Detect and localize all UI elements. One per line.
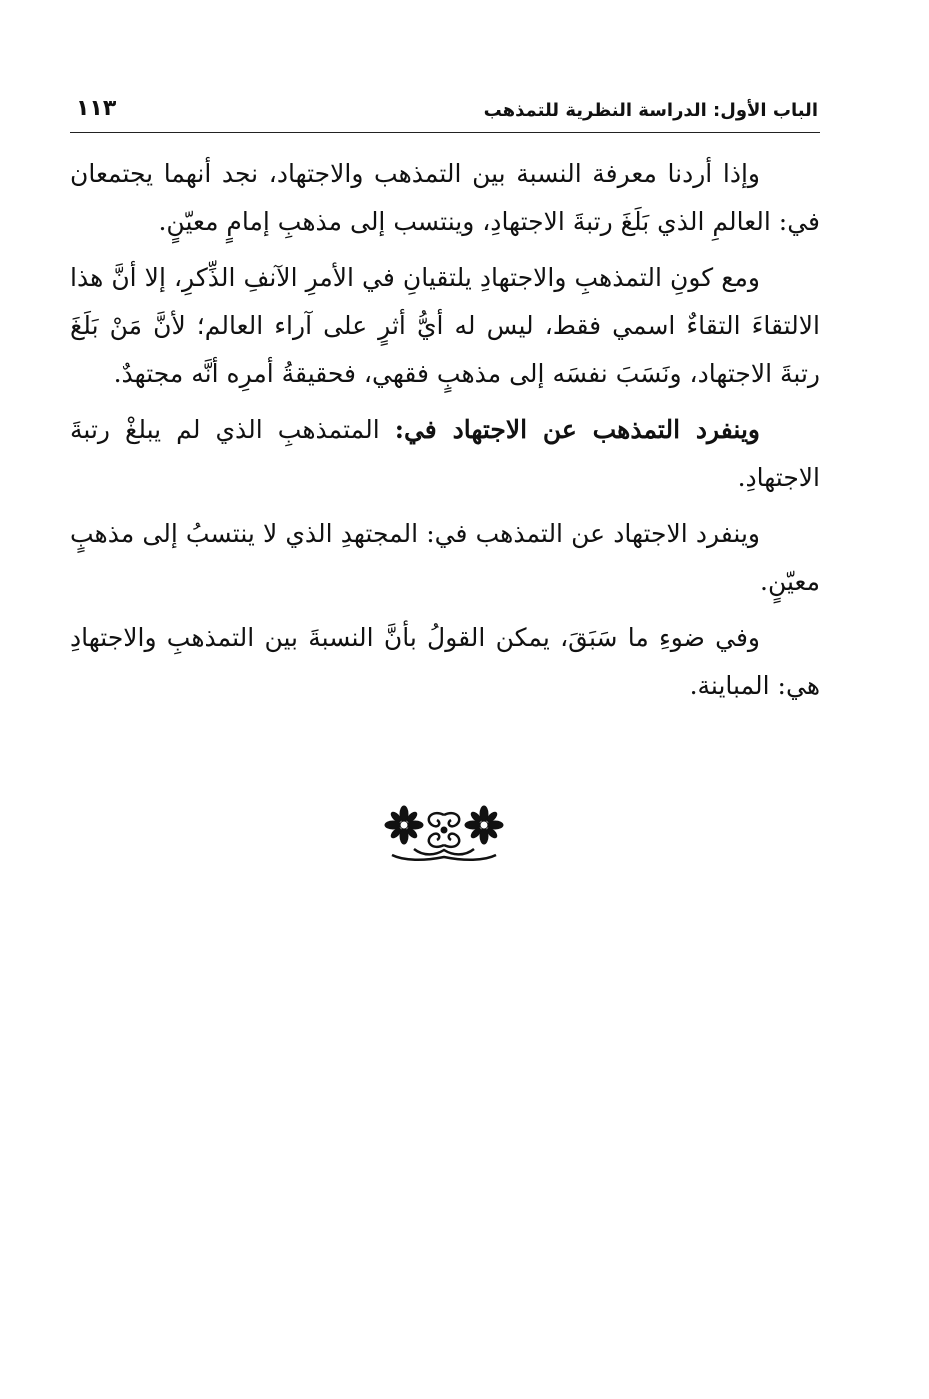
body-text: [70, 150, 820, 710]
page-number: ١١٣: [76, 96, 117, 121]
paragraph-3-rest: المتمذهبِ الذي لم يبلغْ رتبةَ الاجتهادِ.: [70, 415, 820, 492]
paragraph-5: وفي ضوءِ ما سَبَقَ، يمكن القولُ بأنَّ النسبةَ بين التمذهبِ والاجتهادِ هي: المباينة.: [70, 623, 820, 700]
page-header: [70, 92, 820, 133]
paragraph-1: وإذا أردنا معرفة النسبة بين التمذهب والاجتهاد، نجد أنهما يجتمعان في: العالمِ الذي بَلَغَ رتبةَ الاجتهادِ، وينتسب إلى مذهبِ إمامٍ معيّنٍ.: [70, 159, 820, 236]
paragraph-3: [70, 406, 820, 502]
floral-ornament-icon: [384, 805, 504, 865]
paragraph-4: وينفرد الاجتهاد عن التمذهب في: المجتهدِ الذي لا ينتسبُ إلى مذهبٍ معيّنٍ.: [70, 519, 820, 596]
running-head: الباب الأول: الدراسة النظرية للتمذهب: [483, 100, 818, 121]
paragraph-3-lead: وينفرد التمذهب عن الاجتهاد في:: [394, 415, 760, 444]
paragraph-2: ومع كونِ التمذهبِ والاجتهادِ يلتقيانِ في الأمرِ الآنفِ الذِّكرِ، إلا أنَّ هذا الالتقاءَ التقاءٌ اسمي فقط، ليس له أيُّ أثرٍ على آراء العالم؛ لأنَّ مَنْ بَلَغَ رتبةَ الاجتهاد، ونَسَبَ نفسَه إلى مذهبٍ فقهي، فحقيقةُ أمرِه أنَّه مجتهدٌ.: [70, 263, 820, 388]
